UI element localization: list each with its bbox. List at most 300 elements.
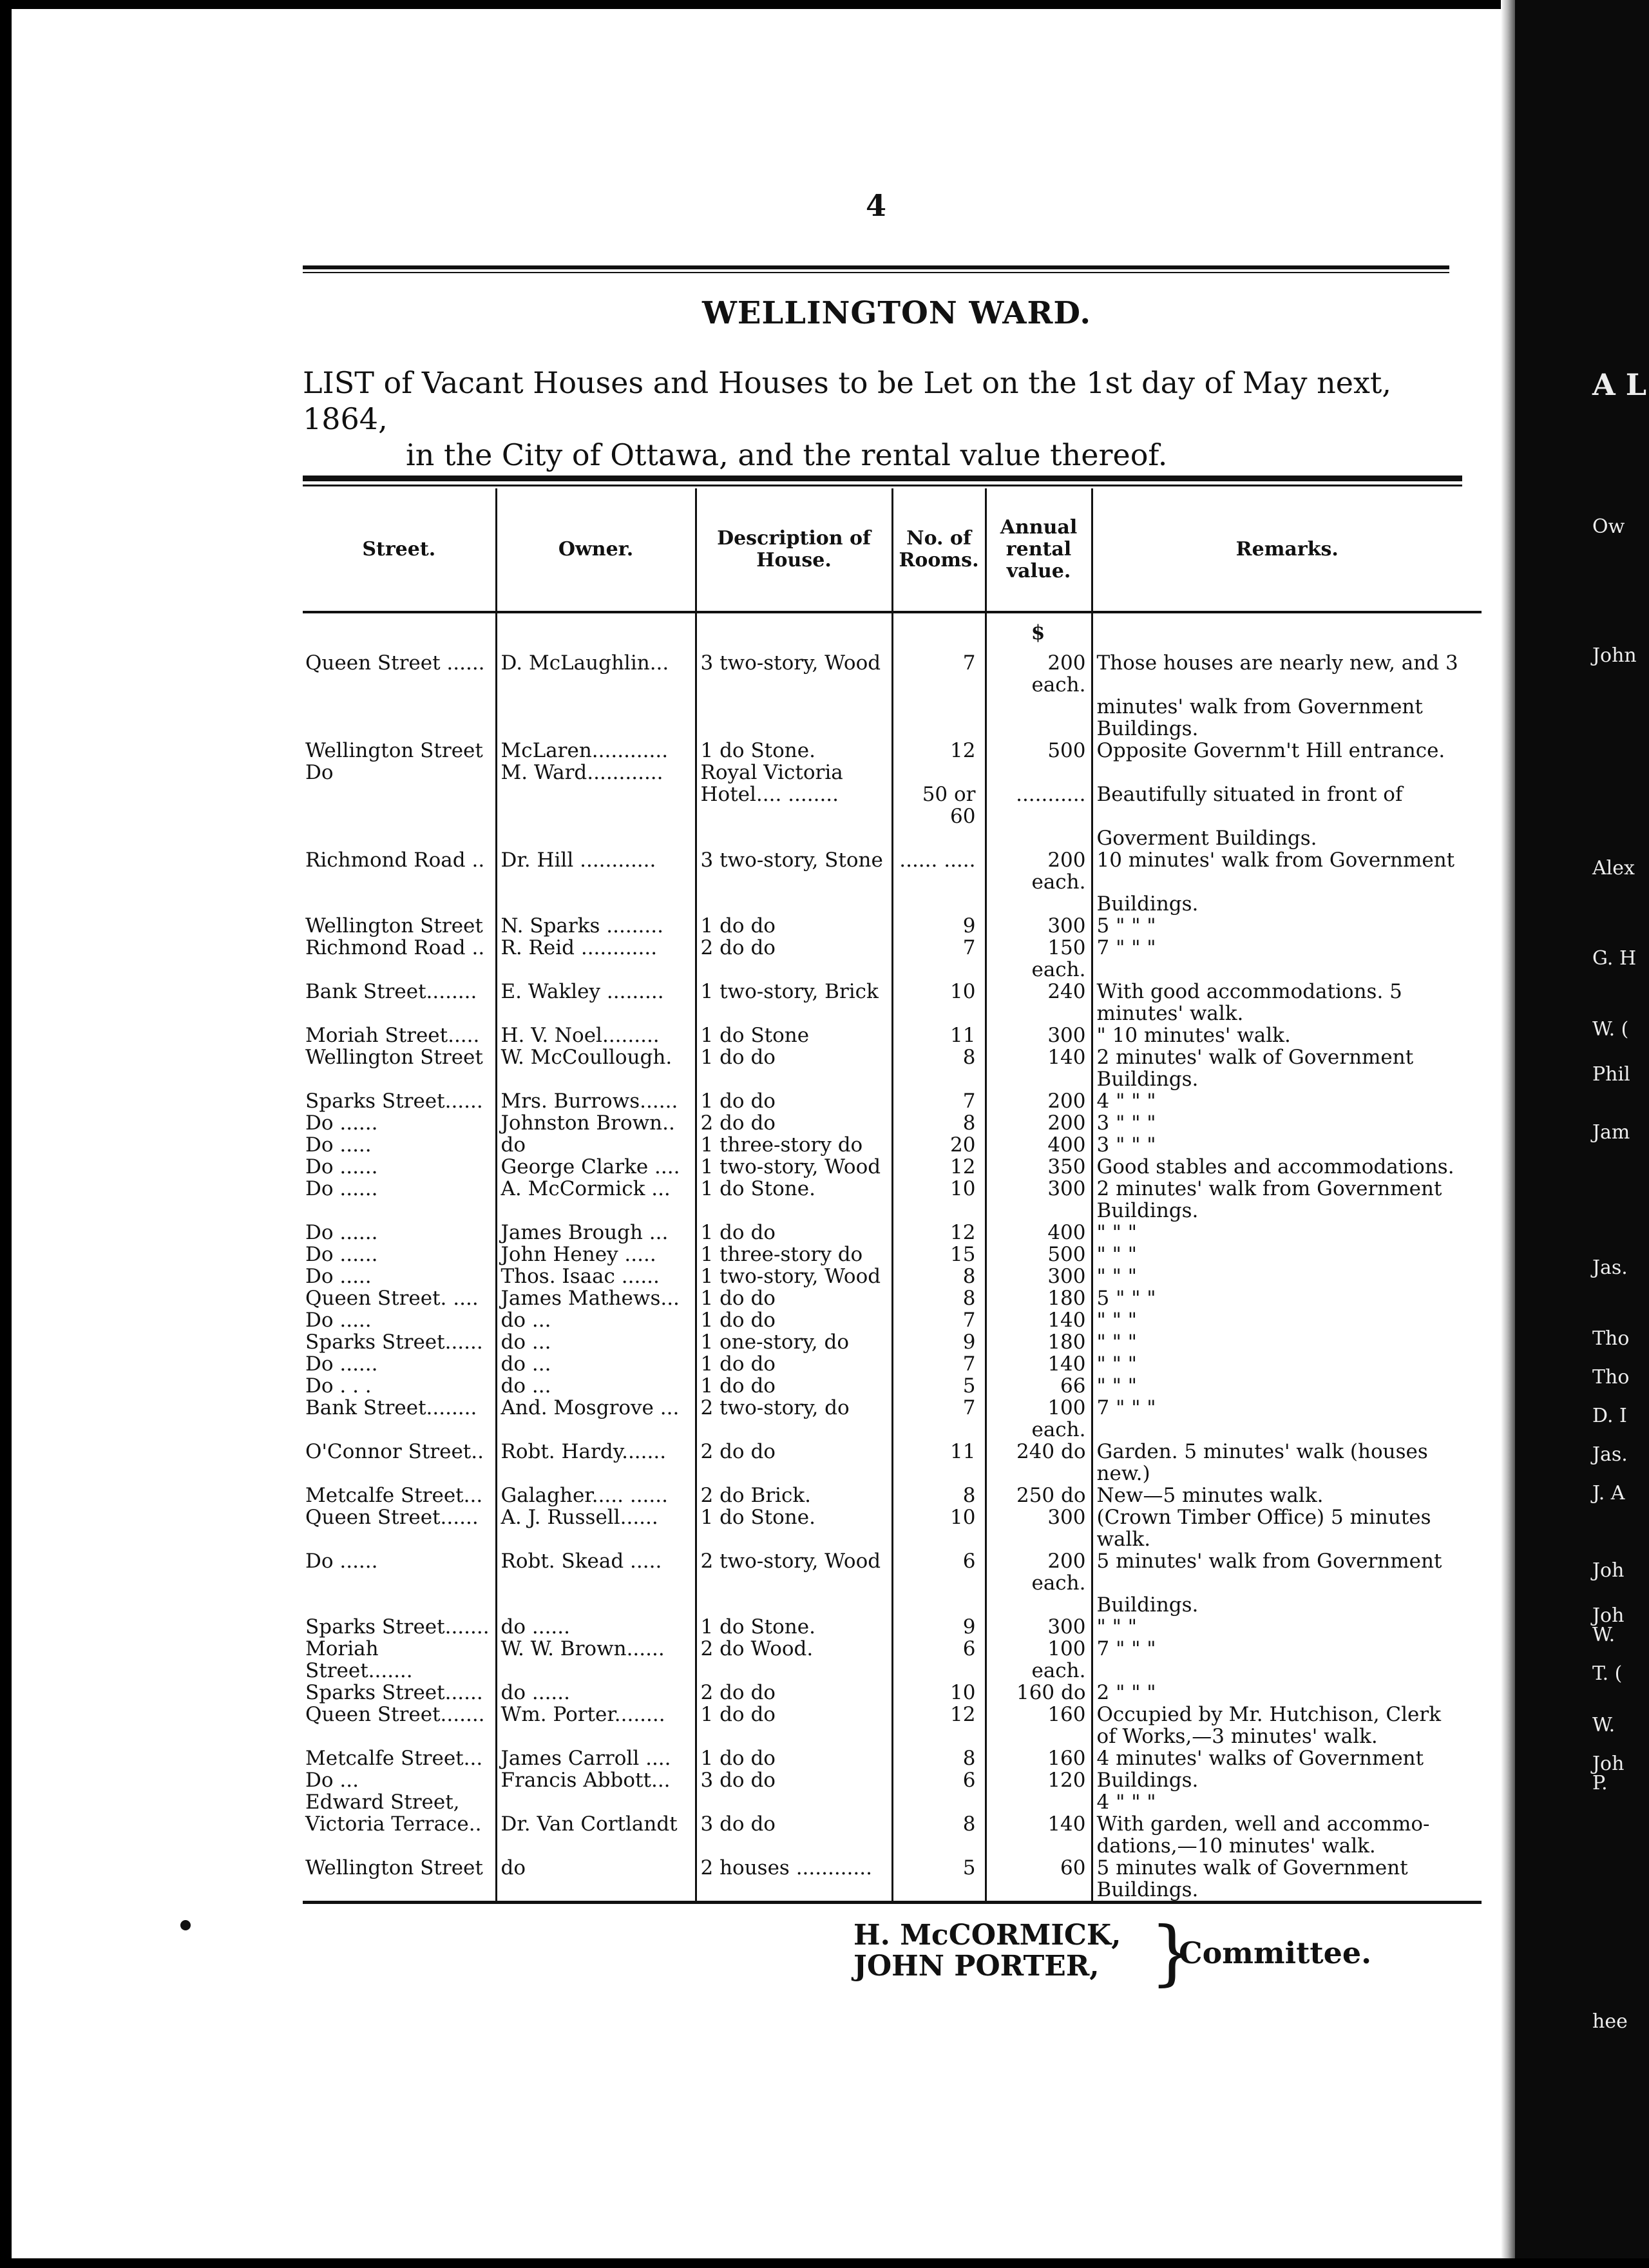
table-cell-owner bbox=[496, 1200, 696, 1222]
margin-fragment: Ow bbox=[1592, 515, 1625, 538]
margin-fragment: J. A bbox=[1592, 1482, 1625, 1504]
table-cell-remarks bbox=[1092, 762, 1482, 783]
table-cell-street: Do . . . bbox=[305, 1374, 372, 1398]
table-cell-remarks: 7 " " " bbox=[1092, 1638, 1482, 1682]
table-cell-rooms bbox=[892, 1594, 986, 1616]
table-cell-desc: 1 two-story, Wood bbox=[696, 1156, 892, 1178]
table-cell-owner bbox=[496, 1791, 696, 1813]
table-cell-rooms: 11 bbox=[892, 1024, 986, 1046]
table-cell-desc bbox=[696, 827, 892, 849]
table-cell-street: Do ...... bbox=[305, 1177, 378, 1200]
table-cell-rent bbox=[986, 1200, 1092, 1222]
scan-border-left bbox=[0, 0, 12, 2268]
table-row bbox=[303, 1638, 1482, 1682]
table-cell-rent: 350 bbox=[986, 1156, 1092, 1178]
intro-line-1: LIST of Vacant Houses and Houses to be Let on the 1st day of May next, 1864, bbox=[303, 365, 1392, 436]
table-cell-rent: ........... bbox=[986, 783, 1092, 827]
table-cell-street: Do ..... bbox=[305, 1309, 372, 1332]
table-cell-desc: 2 do do bbox=[696, 1112, 892, 1134]
table-cell-desc: 2 do do bbox=[696, 937, 892, 981]
table-cell-remarks: 5 " " " bbox=[1092, 915, 1482, 937]
table-cell-remarks: 5 minutes' walk from Government bbox=[1092, 1550, 1482, 1594]
table-cell-remarks: " " " bbox=[1092, 1616, 1482, 1638]
table-cell-street: Do ...... bbox=[305, 1111, 378, 1135]
table-cell-rooms: 5 bbox=[892, 1857, 986, 1879]
table-cell-desc: 1 do Stone. bbox=[696, 1178, 892, 1200]
table-cell-remarks: Buildings. bbox=[1092, 1594, 1482, 1616]
table-cell-owner: D. McLaughlin... bbox=[496, 652, 696, 696]
scan-border-top bbox=[0, 0, 1649, 9]
table-row bbox=[303, 1747, 1482, 1769]
table-row bbox=[303, 1813, 1482, 1835]
table-cell-rent: 120 bbox=[986, 1769, 1092, 1791]
table-cell-owner bbox=[496, 893, 696, 915]
margin-fragment: hee bbox=[1592, 2010, 1628, 2033]
table-cell-rooms: 6 bbox=[892, 1550, 986, 1594]
table-row bbox=[303, 740, 1482, 762]
table-cell-owner: R. Reid ............ bbox=[496, 937, 696, 981]
table-cell-remarks: 7 " " " bbox=[1092, 1397, 1482, 1441]
table-row bbox=[303, 1506, 1482, 1528]
table-cell-street: Do ...... bbox=[305, 1550, 378, 1573]
table-cell-desc: 1 two-story, Wood bbox=[696, 1265, 892, 1287]
table-cell-desc bbox=[696, 1791, 892, 1813]
table-cell-desc: 1 three-story do bbox=[696, 1244, 892, 1265]
table-cell-desc: 1 do do bbox=[696, 1222, 892, 1244]
table-cell-owner bbox=[496, 1068, 696, 1090]
table-cell-owner: do bbox=[496, 1134, 696, 1156]
table-cell-street: Wellington Street bbox=[305, 914, 483, 937]
table-cell-remarks: Garden. 5 minutes' walk (houses bbox=[1092, 1441, 1482, 1463]
margin-fragment: W. ( bbox=[1592, 1018, 1629, 1041]
table-cell-street: Wellington Street bbox=[305, 739, 483, 762]
table-cell-rooms: 7 bbox=[892, 1309, 986, 1331]
table-cell-remarks: Opposite Governm't Hill entrance. bbox=[1092, 740, 1482, 762]
table-cell-street: Metcalfe Street... bbox=[305, 1747, 483, 1770]
table-cell-rooms: 8 bbox=[892, 1265, 986, 1287]
table-cell-rooms: 9 bbox=[892, 1331, 986, 1353]
table-cell-remarks: " " " bbox=[1092, 1309, 1482, 1331]
table-cell-desc: 1 do do bbox=[696, 1704, 892, 1725]
margin-fragment: Jam bbox=[1592, 1121, 1630, 1144]
table-cell-desc bbox=[696, 1068, 892, 1090]
table-cell-street: Wellington Street bbox=[305, 1046, 483, 1069]
table-cell-desc: 1 do do bbox=[696, 1375, 892, 1397]
table-cell-rooms: 8 bbox=[892, 1813, 986, 1835]
table-cell-rent bbox=[986, 718, 1092, 740]
table-cell-rent: 140 bbox=[986, 1046, 1092, 1068]
table-row bbox=[303, 1287, 1482, 1309]
table-cell-street: Do ...... bbox=[305, 1155, 378, 1178]
table-header-row bbox=[303, 488, 1482, 612]
margin-fragment: Alex bbox=[1592, 857, 1635, 879]
table-cell-street: Queen Street. .... bbox=[305, 1287, 479, 1310]
table-cell-rooms: 9 bbox=[892, 915, 986, 937]
table-cell-rooms: 50 or 60 bbox=[892, 783, 986, 827]
table-cell-owner: A. J. Russell...... bbox=[496, 1506, 696, 1528]
table-cell-remarks: dations,—10 minutes' walk. bbox=[1092, 1835, 1482, 1857]
table-cell-rent: 500 bbox=[986, 740, 1092, 762]
table-cell-desc: 1 do Stone. bbox=[696, 740, 892, 762]
table-cell-desc: Hotel.... ........ bbox=[696, 783, 892, 827]
table-cell-rent bbox=[986, 762, 1092, 783]
table-row bbox=[303, 1309, 1482, 1331]
table-row bbox=[303, 937, 1482, 981]
table-cell-desc: 2 do do bbox=[696, 1441, 892, 1463]
table-cell-rent: 300 bbox=[986, 1178, 1092, 1200]
table-row bbox=[303, 1156, 1482, 1178]
table-cell-street bbox=[303, 1463, 496, 1485]
ward-title-text: WELLINGTON WARD. bbox=[702, 295, 1092, 331]
table-cell-street: Do ..... bbox=[305, 1265, 372, 1288]
table-cell-remarks: Buildings. bbox=[1092, 1200, 1482, 1222]
table-row bbox=[303, 1616, 1482, 1638]
table-row bbox=[303, 1353, 1482, 1375]
table-row bbox=[303, 1485, 1482, 1506]
table-cell-remarks: minutes' walk from Government bbox=[1092, 696, 1482, 718]
table-cell-rent: 160 do bbox=[986, 1682, 1092, 1704]
table-cell-rent: 400 bbox=[986, 1222, 1092, 1244]
header-description: Description of House. bbox=[696, 488, 892, 612]
table-cell-rent bbox=[986, 1879, 1092, 1903]
table-cell-rooms: 9 bbox=[892, 1616, 986, 1638]
table-cell-remarks: Buildings. bbox=[1092, 1068, 1482, 1090]
table-row bbox=[303, 1528, 1482, 1550]
table-cell-rooms: 8 bbox=[892, 1747, 986, 1769]
table-cell-rooms bbox=[892, 1725, 986, 1747]
table-cell-rooms: 10 bbox=[892, 981, 986, 1003]
table-cell-rooms: 6 bbox=[892, 1769, 986, 1791]
table-cell-rent bbox=[986, 1528, 1092, 1550]
table-cell-owner: Thos. Isaac ...... bbox=[496, 1265, 696, 1287]
table-cell-desc: 3 two-story, Stone bbox=[696, 849, 892, 893]
table-cell-desc: 2 do Wood. bbox=[696, 1638, 892, 1682]
table-cell-rent: 200 each. bbox=[986, 1550, 1092, 1594]
table-cell bbox=[892, 612, 986, 652]
table-cell-owner: Wm. Porter........ bbox=[496, 1704, 696, 1725]
table-cell-rooms: 8 bbox=[892, 1112, 986, 1134]
table-cell-rooms bbox=[892, 762, 986, 783]
committee-member-2: JOHN PORTER, bbox=[853, 1950, 1100, 1983]
table-cell-street bbox=[303, 783, 496, 827]
table-cell-owner: E. Wakley ......... bbox=[496, 981, 696, 1003]
table-cell-street bbox=[303, 1003, 496, 1024]
margin-fragment: Jas. bbox=[1592, 1443, 1628, 1466]
table-cell-remarks: 2 minutes' walk from Government bbox=[1092, 1178, 1482, 1200]
table-cell-remarks: (Crown Timber Office) 5 minutes bbox=[1092, 1506, 1482, 1528]
table-cell-street: Do ...... bbox=[305, 1221, 378, 1244]
table-cell-rent: 160 bbox=[986, 1747, 1092, 1769]
table-cell-street: Edward Street, bbox=[305, 1791, 460, 1814]
table-cell-rent: 150 each. bbox=[986, 937, 1092, 981]
ink-dot bbox=[180, 1920, 191, 1930]
table-cell-remarks: walk. bbox=[1092, 1528, 1482, 1550]
committee-label: Committee. bbox=[1179, 1936, 1372, 1970]
table-row bbox=[303, 1222, 1482, 1244]
table-cell-rent: 140 bbox=[986, 1309, 1092, 1331]
table-cell-desc: 1 do do bbox=[696, 1747, 892, 1769]
table-cell-desc bbox=[696, 1835, 892, 1857]
committee-member-1: H. McCORMICK, bbox=[853, 1919, 1121, 1952]
table-cell-remarks: new.) bbox=[1092, 1463, 1482, 1485]
table-row bbox=[303, 1200, 1482, 1222]
table-row bbox=[303, 762, 1482, 783]
table-row bbox=[303, 652, 1482, 696]
table-cell-owner bbox=[496, 718, 696, 740]
table-cell-street bbox=[303, 1528, 496, 1550]
table-cell-rooms: ...... ..... bbox=[892, 849, 986, 893]
table-cell-rent: 200 each. bbox=[986, 652, 1092, 696]
table-cell-street bbox=[303, 893, 496, 915]
table-cell-owner: John Heney ..... bbox=[496, 1244, 696, 1265]
table-cell-remarks: Buildings. bbox=[1092, 1769, 1482, 1791]
table-row bbox=[303, 1682, 1482, 1704]
header-street: Street. bbox=[303, 488, 496, 612]
table-row bbox=[303, 1178, 1482, 1200]
table-cell-desc: Royal Victoria bbox=[696, 762, 892, 783]
table-cell-street: Do bbox=[305, 761, 334, 784]
table-cell-owner: N. Sparks ......... bbox=[496, 915, 696, 937]
table-cell-desc bbox=[696, 1200, 892, 1222]
table-cell-rooms bbox=[892, 1791, 986, 1813]
margin-fragment: Joh bbox=[1592, 1559, 1625, 1582]
table-cell-owner bbox=[496, 783, 696, 827]
table-cell-rooms bbox=[892, 696, 986, 718]
table-body bbox=[303, 612, 1482, 1903]
table-cell-rent: 100 each. bbox=[986, 1397, 1092, 1441]
table-row bbox=[303, 1550, 1482, 1594]
table-cell-rent: 300 bbox=[986, 1265, 1092, 1287]
currency-symbol: $ bbox=[986, 612, 1092, 652]
table-cell-owner: Francis Abbott... bbox=[496, 1769, 696, 1791]
table-cell-rooms: 7 bbox=[892, 1090, 986, 1112]
table-cell-rooms: 6 bbox=[892, 1638, 986, 1682]
table-cell-rent: 300 bbox=[986, 915, 1092, 937]
table-cell-street: Sparks Street...... bbox=[305, 1681, 483, 1704]
margin-fragment: Tho bbox=[1592, 1327, 1630, 1350]
table-cell-owner: Dr. Hill ............ bbox=[496, 849, 696, 893]
table-cell-owner: do ... bbox=[496, 1309, 696, 1331]
table-cell-remarks: 3 " " " bbox=[1092, 1134, 1482, 1156]
margin-fragment: Joh bbox=[1592, 1753, 1625, 1775]
table-cell-desc: 1 three-story do bbox=[696, 1134, 892, 1156]
table-cell-rooms: 7 bbox=[892, 1397, 986, 1441]
table-cell-desc bbox=[696, 696, 892, 718]
table-cell-desc: 2 do Brick. bbox=[696, 1485, 892, 1506]
table-cell bbox=[696, 612, 892, 652]
table-row bbox=[303, 1704, 1482, 1725]
table-cell-rooms bbox=[892, 1003, 986, 1024]
table-row bbox=[303, 1835, 1482, 1857]
table-cell-rooms: 5 bbox=[892, 1375, 986, 1397]
table-cell-remarks: 4 " " " bbox=[1092, 1090, 1482, 1112]
margin-fragment: Phil bbox=[1592, 1063, 1630, 1086]
table-cell-rooms: 7 bbox=[892, 1353, 986, 1375]
margin-fragment: G. H bbox=[1592, 947, 1637, 970]
committee-brace: } bbox=[1150, 1911, 1195, 1994]
table-cell-rooms: 10 bbox=[892, 1682, 986, 1704]
table-cell-remarks: Buildings. bbox=[1092, 893, 1482, 915]
margin-fragment: W. bbox=[1592, 1714, 1616, 1736]
table-cell-rent: 140 bbox=[986, 1353, 1092, 1375]
table-cell-rent bbox=[986, 696, 1092, 718]
table-cell-owner bbox=[496, 696, 696, 718]
table-cell-rooms: 10 bbox=[892, 1506, 986, 1528]
table-row bbox=[303, 827, 1482, 849]
ward-title bbox=[303, 295, 1501, 331]
table-cell-street: Sparks Street...... bbox=[305, 1331, 483, 1354]
header-remarks: Remarks. bbox=[1092, 488, 1482, 612]
table-cell-remarks: 2 " " " bbox=[1092, 1682, 1482, 1704]
table-top-rule-thin bbox=[303, 485, 1462, 486]
table-cell-remarks: Those houses are nearly new, and 3 bbox=[1092, 652, 1482, 696]
table-cell-street: Sparks Street....... bbox=[305, 1615, 490, 1639]
table-cell-owner bbox=[496, 827, 696, 849]
table-cell-remarks: " " " bbox=[1092, 1265, 1482, 1287]
table-cell-remarks: With garden, well and accommo- bbox=[1092, 1813, 1482, 1835]
table-cell-rooms: 7 bbox=[892, 937, 986, 981]
table-cell-rent: 400 bbox=[986, 1134, 1092, 1156]
table-cell-street: Richmond Road .. bbox=[305, 849, 485, 872]
table-cell-owner: H. V. Noel......... bbox=[496, 1024, 696, 1046]
table-cell-owner: W. McCoullough. bbox=[496, 1046, 696, 1068]
table-cell-remarks: " " " bbox=[1092, 1353, 1482, 1375]
table-row bbox=[303, 718, 1482, 740]
table-cell-rooms bbox=[892, 1835, 986, 1857]
margin-fragment: D. I bbox=[1592, 1405, 1627, 1427]
table-row bbox=[303, 1857, 1482, 1879]
table-cell-desc: 2 two-story, Wood bbox=[696, 1550, 892, 1594]
table-cell-desc: 3 two-story, Wood bbox=[696, 652, 892, 696]
currency-row bbox=[303, 612, 1482, 652]
table-cell-owner: Dr. Van Cortlandt bbox=[496, 1813, 696, 1835]
table-row bbox=[303, 1375, 1482, 1397]
margin-fragment: A L bbox=[1592, 367, 1647, 402]
table-row bbox=[303, 1397, 1482, 1441]
scan-border-bottom bbox=[0, 2258, 1649, 2268]
table-cell-desc: 1 do Stone bbox=[696, 1024, 892, 1046]
table-cell-owner: do bbox=[496, 1857, 696, 1879]
table-cell-rent: 100 each. bbox=[986, 1638, 1092, 1682]
table-cell-remarks: Goverment Buildings. bbox=[1092, 827, 1482, 849]
margin-fragment: W. bbox=[1592, 1624, 1616, 1646]
table-row bbox=[303, 1441, 1482, 1463]
table-cell-remarks: of Works,—3 minutes' walk. bbox=[1092, 1725, 1482, 1747]
table-cell-remarks: 10 minutes' walk from Government bbox=[1092, 849, 1482, 893]
table-row bbox=[303, 915, 1482, 937]
table-cell-rent: 60 bbox=[986, 1857, 1092, 1879]
table-cell-desc: 2 houses ............ bbox=[696, 1857, 892, 1879]
table-row bbox=[303, 696, 1482, 718]
table-row bbox=[303, 1003, 1482, 1024]
table-cell-rent: 250 do bbox=[986, 1485, 1092, 1506]
table-cell-rent bbox=[986, 1463, 1092, 1485]
table-cell-rooms: 8 bbox=[892, 1046, 986, 1068]
table-cell-owner: A. McCormick ... bbox=[496, 1178, 696, 1200]
table-cell bbox=[303, 612, 496, 652]
table-cell-owner: James Carroll .... bbox=[496, 1747, 696, 1769]
table-cell bbox=[1092, 612, 1482, 652]
table-cell-owner: W. W. Brown...... bbox=[496, 1638, 696, 1682]
table-cell-street bbox=[303, 696, 496, 718]
table-cell-rooms: 12 bbox=[892, 740, 986, 762]
table-cell-remarks: minutes' walk. bbox=[1092, 1003, 1482, 1024]
table-cell-remarks: With good accommodations. 5 bbox=[1092, 981, 1482, 1003]
table-cell-rooms: 11 bbox=[892, 1441, 986, 1463]
intro-line-2: in the City of Ottawa, and the rental value thereof. bbox=[406, 437, 1168, 472]
table-cell-street: Sparks Street...... bbox=[305, 1090, 483, 1113]
table-row bbox=[303, 1112, 1482, 1134]
table-cell-desc bbox=[696, 1879, 892, 1903]
table-cell-rent: 200 bbox=[986, 1112, 1092, 1134]
table-cell-street: Do ...... bbox=[305, 1243, 378, 1266]
table-cell-owner: And. Mosgrove ... bbox=[496, 1397, 696, 1441]
committee-names bbox=[853, 1920, 1121, 1982]
table-cell-rent: 140 bbox=[986, 1813, 1092, 1835]
table-row bbox=[303, 1134, 1482, 1156]
table-cell-street: Queen Street...... bbox=[305, 1506, 479, 1529]
table-cell-street: Richmond Road .. bbox=[305, 936, 485, 959]
table-cell-desc: 2 do do bbox=[696, 1682, 892, 1704]
header-rule-thin bbox=[303, 272, 1449, 273]
header-rooms: No. of Rooms. bbox=[892, 488, 986, 612]
table-cell-rent: 66 bbox=[986, 1375, 1092, 1397]
vacant-houses-table bbox=[303, 488, 1482, 1904]
table-cell-rent bbox=[986, 827, 1092, 849]
table-cell-desc: 3 do do bbox=[696, 1769, 892, 1791]
table-cell-street bbox=[303, 1835, 496, 1857]
margin-fragment: T. ( bbox=[1592, 1662, 1623, 1685]
table-row bbox=[303, 1024, 1482, 1046]
table-cell-rooms: 12 bbox=[892, 1222, 986, 1244]
table-cell-desc: 3 do do bbox=[696, 1813, 892, 1835]
table-cell-remarks: " " " bbox=[1092, 1244, 1482, 1265]
table-cell-remarks: Beautifully situated in front of bbox=[1092, 783, 1482, 827]
table-cell-owner: do ... bbox=[496, 1375, 696, 1397]
table-cell-remarks: 5 minutes walk of Government bbox=[1092, 1857, 1482, 1879]
table-cell-desc: 1 do do bbox=[696, 915, 892, 937]
margin-fragment: Joh bbox=[1592, 1604, 1625, 1627]
table-cell-owner bbox=[496, 1003, 696, 1024]
table-cell-street bbox=[303, 1200, 496, 1222]
margin-fragment: John bbox=[1592, 644, 1637, 667]
table-cell-street bbox=[303, 1879, 496, 1903]
table-cell-rent: 200 each. bbox=[986, 849, 1092, 893]
table-cell-rooms bbox=[892, 893, 986, 915]
table-cell-rent: 500 bbox=[986, 1244, 1092, 1265]
table-cell-desc: 1 do do bbox=[696, 1046, 892, 1068]
table-cell-desc bbox=[696, 1528, 892, 1550]
table-cell-owner: James Mathews... bbox=[496, 1287, 696, 1309]
table-cell-rent bbox=[986, 1068, 1092, 1090]
table-cell-rooms bbox=[892, 1200, 986, 1222]
table-cell-rooms: 7 bbox=[892, 652, 986, 696]
table-cell-desc: 1 do do bbox=[696, 1090, 892, 1112]
table-cell-remarks: 7 " " " bbox=[1092, 937, 1482, 981]
table-cell-owner: M. Ward............ bbox=[496, 762, 696, 783]
table-cell-owner: Robt. Skead ..... bbox=[496, 1550, 696, 1594]
table-cell-owner bbox=[496, 1835, 696, 1857]
table-cell-rooms: 8 bbox=[892, 1485, 986, 1506]
table-cell-owner: Johnston Brown.. bbox=[496, 1112, 696, 1134]
table-cell-owner: George Clarke .... bbox=[496, 1156, 696, 1178]
table-cell-rooms bbox=[892, 1068, 986, 1090]
table-cell-street: Queen Street....... bbox=[305, 1703, 485, 1726]
table-cell-remarks: Buildings. bbox=[1092, 1879, 1482, 1903]
table-cell-rent: 300 bbox=[986, 1024, 1092, 1046]
table-cell-street: O'Connor Street.. bbox=[305, 1440, 484, 1463]
table-cell-street bbox=[303, 1594, 496, 1616]
